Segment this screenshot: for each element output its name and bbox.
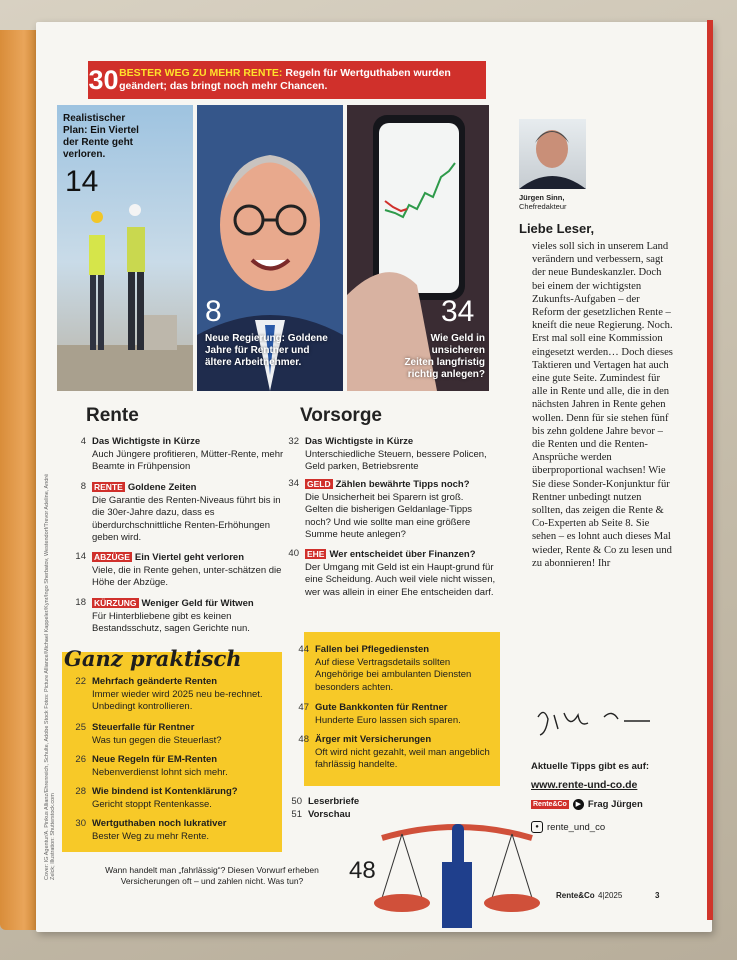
photo-credits: Cover: IG Agentur/A. Pinkus Allianz/Ehrenreich, Schulte, Adobe Stock Fotos: Picture Alliance/Michael Kappeler/Kynr/Ingo Sherbatov, Westendorf/Trevor Adeline, André Zelck; Illustration: Shutterstock.com [44,473,56,880]
item-text: Für Hinterbliebene gibt es keinen Bestandsschutz, sagen Gerichte nun. [92,610,250,634]
tile-number: 8 [205,295,222,328]
category-tag: KÜRZUNG [94,598,137,608]
page-number: 51 [291,809,302,820]
item-title: Vorschau [308,809,351,820]
page-number: 14 [75,551,86,562]
page-number: 25 [75,722,86,733]
editor-photo [519,119,586,189]
tips-title: Aktuelle Tipps gibt es auf: [531,761,650,772]
item-title: Ein Viertel geht verloren [134,552,245,563]
banner-number: 30 [88,64,119,95]
signature [534,705,654,739]
instagram-icon: ● [531,821,543,833]
item-title: Zählen bewährte Tipps noch? [335,479,470,490]
instagram-link[interactable] [531,821,605,833]
banner-text: BESTER WEG ZU MEHR RENTE: Regeln für Wertguthaben wurden geändert; das bringt noch mehr Chancen. [119,67,451,92]
item-text: Auf diese Vertragsdetails sollten Angehörige bei ambulanten Diensten besonders achten. [315,656,472,693]
item-text: Oft wird nicht gezahlt, weil man angeblich fahrlässig handelte. [315,746,490,770]
item-text: Viele, die in Rente gehen, unter-schätzen die Höhe der Abzüge. [92,564,282,588]
editor-role: Chefredakteur [519,202,567,211]
tile-caption: Realistischer Plan: Ein Viertel der Rente geht verloren. [63,113,139,160]
item-title: Leserbriefe [308,796,360,807]
category-tag: GELD [307,479,331,489]
category-tag: EHE [307,549,325,559]
page-number: 4 [80,436,86,447]
page-number: 28 [75,786,86,797]
editor-name: Jürgen Sinn, [519,193,565,202]
frag-juergen-link[interactable] [531,799,643,810]
tile-number: 34 [441,295,475,328]
item-text: Unterschiedliche Steuern, bessere Policen, Geld parken, Betriebsrente [305,448,487,472]
page-number: 32 [288,436,299,447]
page-number: 30 [75,818,86,829]
item-text: Die Unsicherheit bei Sparern ist groß. Gelten die bisherigen Geldanlage-Tipps noch? Und wie sollte man eine größere Summe heute anlegen? [305,491,473,540]
tile-government[interactable] [197,105,343,391]
section-heading-vorsorge: Vorsorge [300,405,383,426]
teaser-number: 48 [349,857,376,884]
tile-workers[interactable] [57,105,193,391]
page-number: 8 [80,481,86,492]
page-number: 50 [291,796,302,807]
page-number: 22 [75,676,86,687]
page-number: 26 [75,754,86,765]
item-title: Das Wichtigste in Kürze [92,436,201,447]
tile-number: 14 [65,165,99,198]
practical-heading: Ganz praktisch [64,646,242,671]
item-title: Das Wichtigste in Kürze [305,436,414,447]
frag-label: Frag Jürgen [587,799,643,810]
category-tag: ABZÜGE [94,552,130,562]
website-link[interactable]: www.rente-und-co.de [531,779,638,791]
item-title: Ärger mit Versicherungen [315,734,432,745]
editor-letter: vieles soll sich in unserem Land verändern und verbessern, sagt der neue Bundeskanzler. Doch bei einem der wichtigsten Zukunfts-Aufgaben – der Reform der gesetzlichen Rente – kneift die neue Regierung. Noch. Erst mal soll eine Kommission eingesetzt werden… Doch dieses Taktieren und Vertagen hat auch eine gute Seite. Zumindest für alle in Rente und alle, die in den nächsten Jahren in Rente gehen wollen. Denn für sie stehen fünf bis zehn goldene Jahre bevor – die Renten und die Renten-Ansprüche werden überproportional wachsen! Wie Sie diese Sonder-Konjunktur für Rentner unbedingt nutzen sollten, das zeigen die Rente & Co-Experten ab Seite 8. Sie sehen – es lohnt auch dieses Mal wieder, Rente & Co zu lesen und zu abonnieren! Ihr [532,241,673,569]
top-banner[interactable] [88,61,486,99]
item-title: Wie bindend ist Kontenklärung? [92,786,238,797]
editor-caption [519,193,567,211]
item-text: Hunderte Euro lassen sich sparen. [315,714,461,726]
page-number: 47 [298,702,309,713]
item-title: Wer entscheidet über Finanzen? [329,549,476,560]
tile-caption: Neue Regierung: Goldene Jahre für Rentner und ältere Arbeitnehmer. [205,333,328,368]
adjacent-page-edge [0,30,40,930]
item-text: Immer wieder wird 2025 neu be-rechnet. Unbedingt kontrollieren. [92,688,263,712]
item-title: Fallen bei Pflegediensten [315,644,430,655]
item-text: Gericht stoppt Rentenkasse. [92,798,212,810]
page-number: 18 [75,597,86,608]
section-heading-rente: Rente [86,405,139,426]
tile-caption: Wie Geld in unsicheren Zeiten langfristig richtig anlegen? [404,333,485,380]
item-text: Nebenverdienst lohnt sich mehr. [92,766,228,778]
item-title: Mehrfach geänderte Renten [92,676,218,687]
item-text: Auch Jüngere profitieren, Mütter-Rente, mehr Beamte in Frühpension [92,448,284,472]
tile-investing[interactable] [347,105,489,391]
item-title: Neue Regeln für EM-Renten [92,754,218,765]
page-number: 44 [298,644,309,655]
item-title: Steuerfalle für Rentner [92,722,195,733]
item-text: Die Garantie des Renten-Niveaus führt bis in die 30er-Jahre dazu, dass es überdurchschnittliche Renten-Erhöhungen geben wird. [92,494,281,543]
page-number: 48 [298,734,309,745]
page-number: 34 [288,478,299,489]
page-number: 40 [288,548,299,559]
footer-page-number: 3 [655,891,660,900]
footer-issue: 4|2025 [598,891,623,900]
instagram-handle: rente_und_co [547,821,606,833]
item-title: Goldene Zeiten [127,482,197,493]
scales-illustration [372,818,542,928]
letter-greeting: Liebe Leser, [519,221,595,236]
page-edge-strip [707,20,713,920]
teaser-text[interactable]: Wann handelt man „fahrlässig“? Diesen Vorwurf erheben Versicherungen oft – und zahlen nicht. Was tun? [105,865,319,886]
play-icon: ▶ [573,799,584,810]
item-text: Bester Weg zu mehr Rente. [92,830,210,842]
item-text: Was tun gegen die Steuerlast? [92,734,222,746]
item-text: Der Umgang mit Geld ist ein Haupt-grund für eine Scheidung. Auch weil viele nicht wissen, wer was allein in einer Ehe entscheiden darf. [305,561,496,598]
category-tag: RENTE [94,482,123,492]
brand-badge: Rente&Co [533,801,567,808]
item-title: Gute Bankkonten für Rentner [315,702,448,713]
item-title: Wertguthaben noch lukrativer [92,818,227,829]
footer-brand: Rente&Co [556,891,595,900]
item-title: Weniger Geld für Witwen [141,598,254,609]
